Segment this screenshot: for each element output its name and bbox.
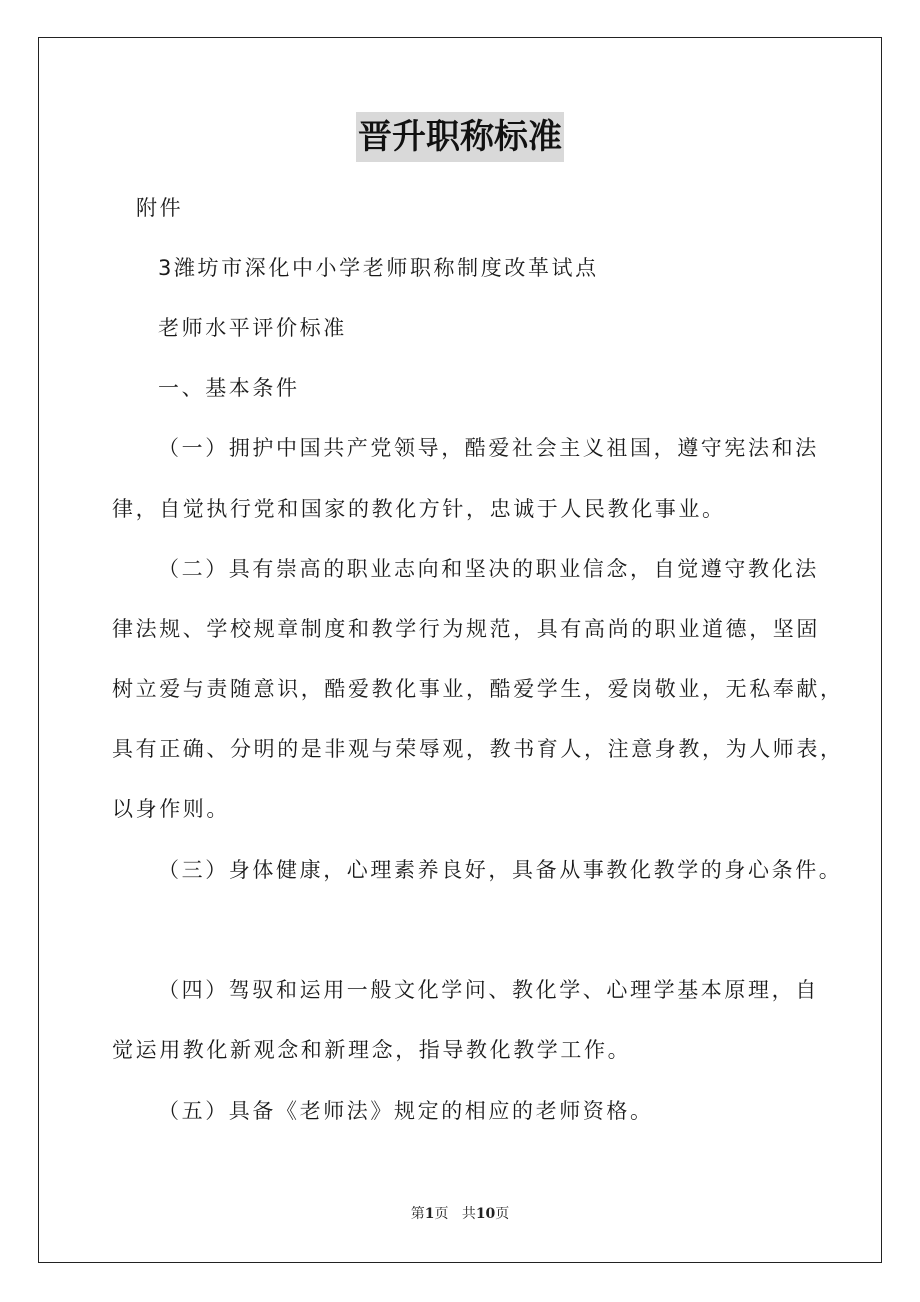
paragraph-line: 树立爱与责随意识，酷爱教化事业，酷爱学生，爱岗敬业，无私奉献， <box>112 677 844 701</box>
paragraph-line: 觉运用教化新观念和新理念，指导教化教学工作。 <box>112 1038 632 1062</box>
paragraph-line: （一）拥护中国共产党领导，酷爱社会主义祖国，遵守宪法和法 <box>158 436 819 460</box>
paragraph-line: 律法规、学校规章制度和教学行为规范，具有高尚的职业道德，坚固 <box>112 617 820 641</box>
section-heading: 一、基本条件 <box>158 376 300 400</box>
paragraph-line: （五）具备《老师法》规定的相应的老师资格。 <box>158 1099 654 1123</box>
total-unit: 页 <box>495 1206 510 1222</box>
page-unit: 页 <box>434 1206 449 1222</box>
page-footer <box>0 1203 920 1223</box>
paragraph-line: 律，自觉执行党和国家的教化方针，忠诚于人民教化事业。 <box>112 497 726 521</box>
subtitle-line-2: 老师水平评价标准 <box>158 316 347 340</box>
paragraph-line: 以身作则。 <box>112 797 230 821</box>
paragraph-line: （四）驾驭和运用一般文化学问、教化学、心理学基本原理，自 <box>158 978 819 1002</box>
attachment-label: 附件 <box>136 196 184 220</box>
total-prefix: 共 <box>461 1206 476 1222</box>
subtitle-line-1: 3潍坊市深化中小学老师职称制度改革试点 <box>158 256 599 280</box>
paragraph-line: （三）身体健康，心理素养良好，具备从事教化教学的身心条件。 <box>158 858 843 882</box>
paragraph-line: 具有正确、分明的是非观与荣辱观，教书育人，注意身教，为人师表， <box>112 737 844 761</box>
page-number: 1 <box>424 1206 435 1222</box>
document-title: 晋升职称标准 <box>356 112 564 162</box>
title-container <box>0 112 920 162</box>
total-pages: 10 <box>475 1206 496 1222</box>
paragraph-line: （二）具有崇高的职业志向和坚决的职业信念，自觉遵守教化法 <box>158 557 819 581</box>
page-prefix: 第 <box>410 1206 425 1222</box>
